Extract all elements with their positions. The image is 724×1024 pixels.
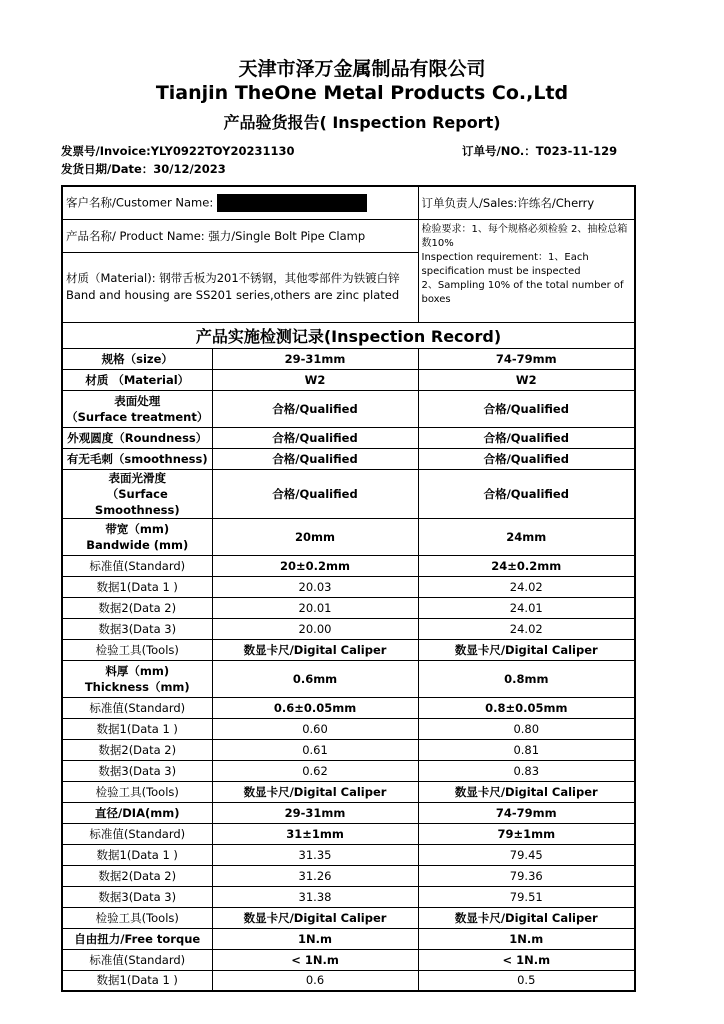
- record-row: [62, 518, 635, 555]
- spec-a-value: 合格/Qualified: [212, 448, 418, 469]
- spec-a-value: 1N.m: [212, 928, 418, 949]
- row-label: 数据1(Data 1 ): [62, 576, 212, 597]
- record-row: [62, 555, 635, 576]
- record-title: 产品实施检测记录(Inspection Record): [62, 322, 635, 348]
- invoice-number: 发票号/Invoice:YLY0922TOY20231130: [61, 144, 295, 158]
- spec-b-value: 0.83: [418, 760, 635, 781]
- spec-a-value: 合格/Qualified: [212, 390, 418, 427]
- product-cell: 产品名称/ Product Name: 强力/Single Bolt Pipe Clamp: [62, 219, 418, 252]
- spec-a-value: 数显卡尺/Digital Caliper: [212, 907, 418, 928]
- spec-b-value: 24.01: [418, 597, 635, 618]
- customer-label: 客户名称/Customer Name:: [66, 195, 214, 210]
- row-label: 标准值(Standard): [62, 697, 212, 718]
- row-label: 外观圆度（Roundness）: [62, 427, 212, 448]
- spec-a-value: 数显卡尺/Digital Caliper: [212, 781, 418, 802]
- report-title: 产品验货报告( Inspection Report): [223, 113, 501, 132]
- spec-a-value: 31±1mm: [212, 823, 418, 844]
- row-label: 数据2(Data 2): [62, 739, 212, 760]
- spec-a-value: 31.35: [212, 844, 418, 865]
- spec-b-value: 0.5: [418, 970, 635, 991]
- record-row: [62, 697, 635, 718]
- spec-b-value: 合格/Qualified: [418, 390, 635, 427]
- record-row: [62, 660, 635, 697]
- ship-date: 发货日期/Date：30/12/2023: [61, 162, 226, 176]
- row-label: 自由扭力/Free torque: [62, 928, 212, 949]
- record-row: [62, 928, 635, 949]
- spec-b-value: 合格/Qualified: [418, 469, 635, 518]
- spec-a-value: 31.38: [212, 886, 418, 907]
- material-cell: 材质（Material): 钢带舌板为201不锈钢，其他零部件为铁镀白锌 Band and housing are SS201 series,others are zinc plated: [62, 252, 418, 322]
- spec-a-value: 0.61: [212, 739, 418, 760]
- spec-b-value: 0.81: [418, 739, 635, 760]
- record-row: [62, 576, 635, 597]
- record-row: [62, 844, 635, 865]
- spec-a-value: 31.26: [212, 865, 418, 886]
- record-row: [62, 469, 635, 518]
- row-label: 料厚（mm) Thickness（mm): [62, 660, 212, 697]
- spec-b-value: W2: [418, 369, 635, 390]
- spec-b-value: 74-79mm: [418, 802, 635, 823]
- row-label: 数据3(Data 3): [62, 618, 212, 639]
- spec-b-value: 数显卡尺/Digital Caliper: [418, 907, 635, 928]
- record-row: [62, 348, 635, 369]
- spec-a-value: < 1N.m: [212, 949, 418, 970]
- redacted-customer-name: [217, 194, 367, 212]
- spec-b-value: 数显卡尺/Digital Caliper: [418, 781, 635, 802]
- spec-a-value: 0.6mm: [212, 660, 418, 697]
- spec-b-value: 79±1mm: [418, 823, 635, 844]
- spec-b-value: 合格/Qualified: [418, 448, 635, 469]
- row-label: 标准值(Standard): [62, 555, 212, 576]
- record-row: [62, 448, 635, 469]
- spec-b-value: 24mm: [418, 518, 635, 555]
- row-label: 直径/DIA(mm): [62, 802, 212, 823]
- customer-cell: [62, 186, 418, 219]
- row-label: 数据1(Data 1 ): [62, 844, 212, 865]
- spec-a-value: 20.00: [212, 618, 418, 639]
- record-row: [62, 907, 635, 928]
- row-label: 检验工具(Tools): [62, 907, 212, 928]
- sales-cell: 订单负责人/Sales:许练名/Cherry: [418, 186, 635, 219]
- record-row: [62, 865, 635, 886]
- spec-b-value: 数显卡尺/Digital Caliper: [418, 639, 635, 660]
- row-label: 数据2(Data 2): [62, 865, 212, 886]
- spec-a-value: 20.03: [212, 576, 418, 597]
- spec-a-value: 合格/Qualified: [212, 427, 418, 448]
- row-label: 表面处理 （Surface treatment）: [62, 390, 212, 427]
- row-label: 数据2(Data 2): [62, 597, 212, 618]
- spec-b-value: 0.8mm: [418, 660, 635, 697]
- spec-a-value: 0.6: [212, 970, 418, 991]
- record-row: [62, 639, 635, 660]
- inspection-table: [61, 185, 636, 992]
- spec-b-value: 0.80: [418, 718, 635, 739]
- spec-b-value: 24.02: [418, 576, 635, 597]
- row-label: 检验工具(Tools): [62, 781, 212, 802]
- record-row: [62, 427, 635, 448]
- spec-b-value: 合格/Qualified: [418, 427, 635, 448]
- record-row: [62, 760, 635, 781]
- requirement-cell: 检验要求：1、每个规格必须检验 2、抽检总箱数10% Inspection requirement：1、Each specification must be inspected 2、Sampling 10% of the total number of boxes: [418, 219, 635, 322]
- row-label: 材质 （Material）: [62, 369, 212, 390]
- spec-b-value: 24.02: [418, 618, 635, 639]
- row-label: 有无毛刺（smoothness): [62, 448, 212, 469]
- record-row: [62, 949, 635, 970]
- record-row: [62, 718, 635, 739]
- record-row: [62, 886, 635, 907]
- spec-a-value: 合格/Qualified: [212, 469, 418, 518]
- record-title-row: [62, 322, 635, 348]
- record-row: [62, 618, 635, 639]
- spec-a-value: 29-31mm: [212, 802, 418, 823]
- spec-b-value: 79.51: [418, 886, 635, 907]
- spec-a-value: 0.60: [212, 718, 418, 739]
- spec-a-value: 20mm: [212, 518, 418, 555]
- company-name-en: Tianjin TheOne Metal Products Co.,Ltd: [155, 82, 569, 104]
- row-label: 标准值(Standard): [62, 949, 212, 970]
- spec-b-value: 74-79mm: [418, 348, 635, 369]
- row-label: 数据1(Data 1 ): [62, 718, 212, 739]
- spec-a-value: 29-31mm: [212, 348, 418, 369]
- spec-b-value: 0.8±0.05mm: [418, 697, 635, 718]
- spec-b-value: 79.36: [418, 865, 635, 886]
- spec-a-value: 数显卡尺/Digital Caliper: [212, 639, 418, 660]
- spec-b-value: 24±0.2mm: [418, 555, 635, 576]
- spec-b-value: 1N.m: [418, 928, 635, 949]
- row-label: 数据3(Data 3): [62, 760, 212, 781]
- spec-b-value: 79.45: [418, 844, 635, 865]
- record-row: [62, 823, 635, 844]
- product-row: [62, 219, 635, 252]
- row-label: 数据3(Data 3): [62, 886, 212, 907]
- spec-a-value: 0.6±0.05mm: [212, 697, 418, 718]
- record-row: [62, 970, 635, 991]
- order-number: 订单号/NO.：T023-11-129: [462, 144, 618, 158]
- record-row: [62, 390, 635, 427]
- spec-a-value: 20.01: [212, 597, 418, 618]
- row-label: 检验工具(Tools): [62, 639, 212, 660]
- spec-a-value: 0.62: [212, 760, 418, 781]
- record-row: [62, 369, 635, 390]
- customer-row: [62, 186, 635, 219]
- company-name-cn: 天津市泽万金属制品有限公司: [238, 58, 486, 80]
- record-row: [62, 597, 635, 618]
- row-label: 带宽（mm) Bandwide (mm): [62, 518, 212, 555]
- row-label: 表面光滑度 （Surface Smoothness): [62, 469, 212, 518]
- spec-b-value: < 1N.m: [418, 949, 635, 970]
- row-label: 标准值(Standard): [62, 823, 212, 844]
- row-label: 数据1(Data 1 ): [62, 970, 212, 991]
- record-row: [62, 781, 635, 802]
- spec-a-value: 20±0.2mm: [212, 555, 418, 576]
- row-label: 规格（size）: [62, 348, 212, 369]
- record-row: [62, 802, 635, 823]
- record-row: [62, 739, 635, 760]
- spec-a-value: W2: [212, 369, 418, 390]
